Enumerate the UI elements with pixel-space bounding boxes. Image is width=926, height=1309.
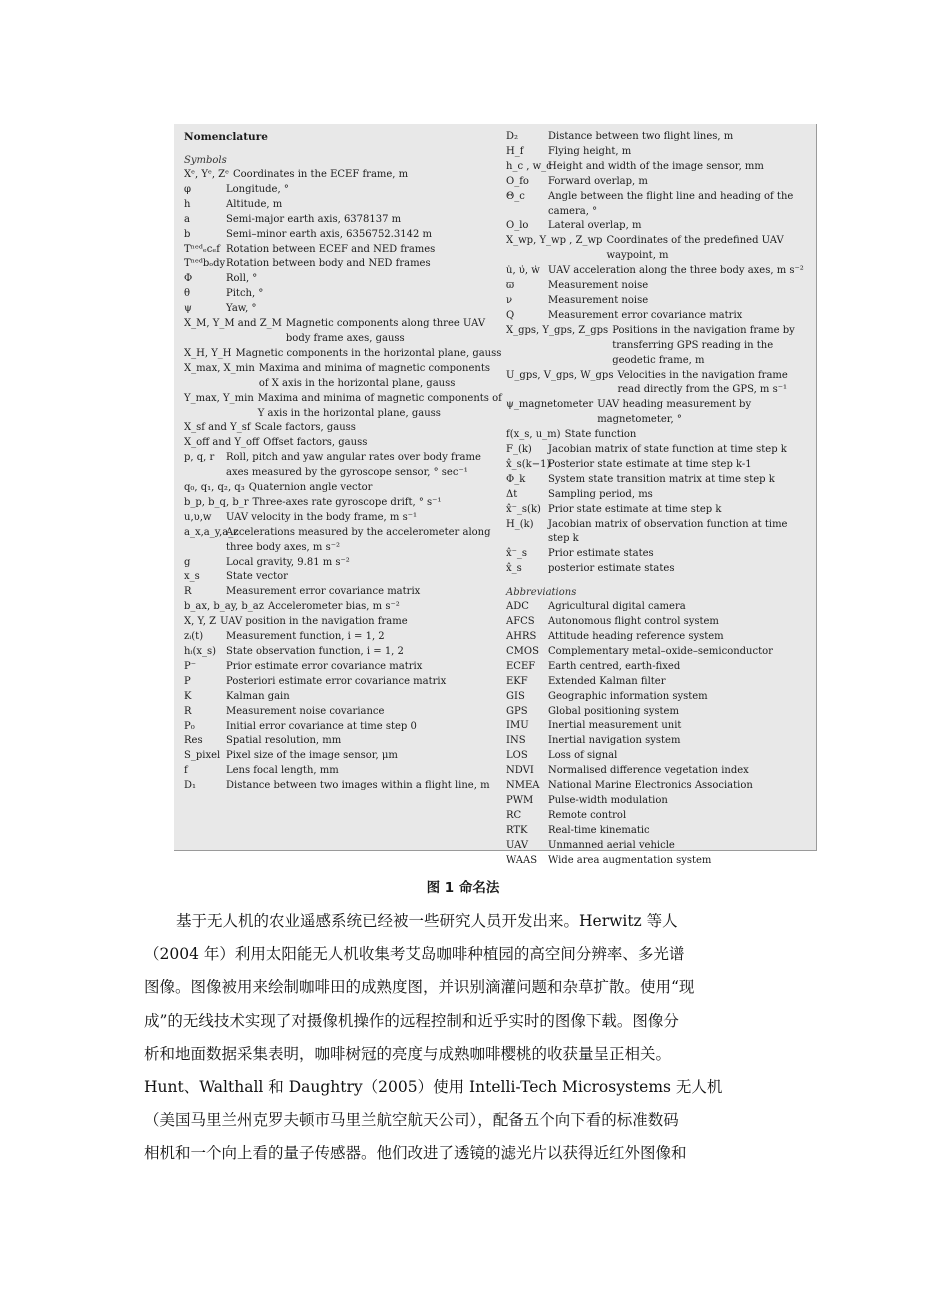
nomenclature-entry: [184, 481, 502, 496]
body-line: 析和地面数据采集表明，咖啡树冠的亮度与成熟咖啡樱桃的收获量呈正相关。: [144, 1044, 672, 1063]
entry-definition: Inertial navigation system: [548, 735, 681, 747]
entry-symbol: LOS: [506, 750, 528, 762]
entry-definition: Maxima and minima of magnetic components of X axis in the horizontal plane, gauss: [258, 362, 490, 389]
nomenclature-entry: [184, 734, 502, 749]
entry-symbol: GPS: [506, 705, 528, 717]
body-line: （美国马里兰州克罗夫顿市马里兰航空航天公司），配备五个向下看的标准数码: [144, 1111, 679, 1130]
body-line: 图像。图像被用来绘制咖啡田的成熟度图，并识别滴灌问题和杂草扩散。使用“现: [144, 978, 695, 997]
nomenclature-entry: [184, 705, 502, 720]
entry-definition: Maxima and minima of magnetic components of Y axis in the horizontal plane, gauss: [257, 392, 502, 419]
entry-definition: Prior state estimate at time step k: [548, 503, 722, 515]
entry-definition: UAV acceleration along the three body axes, m s⁻²: [548, 265, 804, 277]
entry-symbol: Θ_c: [506, 190, 525, 202]
entry-definition: Distance between two flight lines, m: [548, 131, 734, 142]
entry-symbol: Φ_k: [506, 473, 526, 485]
entry-symbol: ADC: [506, 601, 529, 613]
entry-symbol: ψ: [184, 303, 192, 315]
entry-symbol: b: [184, 228, 191, 240]
entry-symbol: NDVI: [506, 765, 534, 777]
nomenclature-entry: [184, 720, 502, 735]
nomenclature-entry: [506, 600, 812, 615]
entry-definition: Local gravity, 9.81 m s⁻²: [226, 556, 350, 568]
entry-symbol: u,υ,w: [184, 511, 212, 523]
entry-definition: Angle between the flight line and heading of the camera, °: [548, 190, 794, 217]
entry-symbol: b_p, b_q, b_r: [184, 496, 249, 508]
body-line: 基于无人机的农业遥感系统已经被一些研究人员开发出来。Herwitz 等人: [176, 912, 678, 930]
entry-symbol: P⁻: [184, 660, 197, 672]
entry-symbol: INS: [506, 735, 526, 747]
entry-symbol: f: [184, 765, 188, 777]
nomenclature-entry: [184, 496, 502, 511]
entry-symbol: NMEA: [506, 780, 540, 792]
entry-symbol: h_c , w_c: [506, 160, 552, 172]
entry-symbol: X, Y, Z: [184, 616, 217, 628]
nomenclature-heading: Nomenclature: [184, 131, 268, 143]
nomenclature-entry: [506, 503, 812, 518]
entry-definition: Unmanned aerial vehicle: [548, 839, 675, 851]
entry-symbol: x_s: [184, 571, 200, 583]
body-line: （2004 年）利用太阳能无人机收集考艾岛咖啡种植园的高空间分辨率、多光谱: [144, 945, 685, 964]
entry-definition: Pitch, °: [226, 288, 264, 300]
body-paragraph: [144, 905, 786, 1171]
nomenclature-entry: [184, 168, 502, 183]
nomenclature-entry: [506, 443, 812, 458]
nomenclature-entry: [184, 287, 502, 302]
nomenclature-entry: [184, 198, 502, 213]
entry-symbol: RC: [506, 809, 522, 821]
entry-symbol: EKF: [506, 675, 528, 687]
nomenclature-entry: [506, 488, 812, 503]
nomenclature-entry: [184, 690, 502, 705]
entry-symbol: WAAS: [506, 854, 538, 866]
nomenclature-entry: [184, 600, 502, 615]
entry-definition: Yaw, °: [226, 303, 257, 315]
nomenclature-entry: [184, 556, 502, 571]
nomenclature-entry: [506, 547, 812, 562]
nomenclature-entry: [184, 749, 502, 764]
entry-definition: Magnetic components in the horizontal plane, gauss: [235, 347, 502, 359]
nomenclature-entry: [184, 436, 502, 451]
nomenclature-entry: [506, 145, 812, 160]
nomenclature-entry: [184, 779, 502, 794]
entry-definition: Measurement noise: [548, 294, 649, 306]
entry-symbol: PWM: [506, 794, 534, 806]
entry-symbol: u̇, υ̇, ẇ: [506, 265, 540, 277]
entry-symbol: Y_max, Y_min: [184, 392, 254, 404]
entry-definition: Autonomous flight control system: [548, 616, 719, 628]
entry-definition: Global positioning system: [548, 705, 679, 717]
nomenclature-entry: [506, 749, 812, 764]
entry-symbol: H_(k): [506, 518, 534, 530]
entry-definition: Posteriori estimate error covariance matrix: [226, 675, 447, 687]
entry-definition: Jacobian matrix of state function at time step k: [548, 444, 787, 456]
entry-definition: Measurement noise covariance: [226, 705, 385, 717]
entry-definition: Real-time kinematic: [548, 824, 650, 836]
nomenclature-entry: [506, 473, 812, 488]
entry-definition: Normalised difference vegetation index: [548, 765, 749, 777]
nomenclature-entry: [506, 458, 812, 473]
entry-symbol: Res: [184, 735, 203, 747]
entry-symbol: GIS: [506, 690, 525, 702]
entry-definition: Quaternion angle vector: [248, 482, 373, 494]
entry-definition: Jacobian matrix of observation function at time step k: [548, 518, 788, 545]
entry-definition: State vector: [226, 571, 288, 583]
entry-definition: Pulse-width modulation: [548, 794, 668, 806]
nomenclature-entry: [506, 809, 812, 824]
entry-definition: Lens focal length, mm: [226, 765, 339, 777]
body-line: Hunt、Walthall 和 Daughtry（2005）使用 Intelli-Tech Microsystems 无人机: [144, 1077, 723, 1096]
nomenclature-entry: [506, 190, 812, 220]
entry-definition: State observation function, i = 1, 2: [226, 646, 404, 657]
entry-definition: Semi-major earth axis, 6378137 m: [226, 213, 402, 225]
entry-symbol: K: [184, 690, 192, 702]
nomenclature-entry: [506, 398, 812, 428]
nomenclature-entry: [506, 219, 812, 234]
entry-definition: UAV heading measurement by magnetometer, °: [597, 399, 752, 426]
entry-symbol: F_(k): [506, 444, 532, 456]
entry-symbol: AHRS: [506, 631, 537, 642]
entry-definition: Flying height, m: [548, 145, 632, 157]
nomenclature-entry: [184, 317, 502, 347]
nomenclature-entry: [506, 779, 812, 794]
entry-symbol: IMU: [506, 720, 529, 732]
nomenclature-entry: [506, 764, 812, 779]
nomenclature-entry: [184, 660, 502, 675]
entry-symbol: P₀: [184, 720, 195, 732]
entry-symbol: P: [184, 675, 191, 687]
nomenclature-entry: [184, 228, 502, 243]
entry-symbol: D₁: [184, 780, 197, 792]
entry-symbol: x̂⁻_s(k): [506, 503, 541, 515]
entry-symbol: Tⁿᵉᵈbₒdy: [184, 258, 226, 270]
entry-definition: Extended Kalman filter: [548, 675, 666, 687]
entry-symbol: AFCS: [506, 616, 535, 628]
nomenclature-entry: [506, 175, 812, 190]
entry-definition: Posterior state estimate at time step k-1: [548, 458, 752, 470]
nomenclature-entry: [506, 160, 812, 175]
entry-definition: Coordinates of the predefined UAV waypoint, m: [606, 235, 784, 262]
entry-definition: Rotation between ECEF and NED frames: [226, 243, 436, 255]
nomenclature-entry: [184, 451, 502, 481]
entry-symbol: a_x,a_y,a_z: [184, 526, 239, 538]
symbols-list-left: [184, 168, 502, 794]
entry-definition: Inertial measurement unit: [548, 720, 682, 732]
nomenclature-entry: [184, 675, 502, 690]
entry-definition: Height and width of the image sensor, mm: [548, 160, 764, 172]
nomenclature-entry: [184, 764, 502, 779]
symbols-list-right: [506, 130, 812, 577]
body-line: 相机和一个向上看的量子传感器。他们改进了透镜的滤光片以获得近红外图像和: [144, 1144, 687, 1163]
entry-symbol: ψ_magnetometer: [506, 399, 594, 411]
entry-definition: Spatial resolution, mm: [226, 735, 342, 747]
nomenclature-entry: [184, 257, 502, 272]
abbreviations-list: [506, 600, 812, 868]
entry-definition: Geographic information system: [548, 690, 708, 702]
entry-symbol: q₀, q₁, q₂, q₃: [184, 482, 245, 494]
entry-definition: Longitude, °: [226, 183, 289, 195]
entry-definition: Accelerations measured by the accelerometer along three body axes, m s⁻²: [226, 526, 491, 553]
entry-symbol: φ: [184, 183, 192, 195]
entry-symbol: ν: [506, 294, 513, 306]
nomenclature-entry: [506, 645, 812, 660]
symbols-subheading: Symbols: [184, 155, 227, 166]
nomenclature-entry: [184, 183, 502, 198]
entry-definition: Measurement function, i = 1, 2: [226, 631, 385, 643]
entry-symbol: X_max, X_min: [184, 362, 255, 374]
nomenclature-entry: [506, 705, 812, 720]
nomenclature-entry: [184, 630, 502, 645]
entry-definition: posterior estimate states: [548, 563, 675, 575]
entry-symbol: S_pixel: [184, 750, 221, 762]
entry-definition: UAV velocity in the body frame, m s⁻¹: [226, 511, 417, 523]
entry-symbol: Φ: [184, 273, 193, 285]
entry-symbol: D₂: [506, 131, 519, 142]
entry-symbol: Q: [506, 309, 515, 321]
entry-definition: Magnetic components along three UAV body frame axes, gauss: [285, 318, 486, 344]
entry-definition: State function: [564, 429, 637, 441]
entry-definition: Prior estimate error covariance matrix: [226, 660, 423, 672]
entry-symbol: hᵢ(x_s): [184, 646, 217, 657]
nomenclature-entry: [184, 421, 502, 436]
entry-definition: Roll, °: [226, 273, 258, 285]
entry-definition: Measurement noise: [548, 280, 649, 292]
nomenclature-entry: [506, 428, 812, 443]
entry-definition: Measurement error covariance matrix: [226, 586, 421, 598]
entry-symbol: R: [184, 705, 192, 717]
entry-symbol: ϖ: [506, 280, 515, 292]
entry-definition: System state transition matrix at time step k: [548, 473, 775, 485]
entry-definition: Kalman gain: [226, 690, 290, 702]
entry-definition: Agricultural digital camera: [548, 601, 686, 613]
nomenclature-entry: [506, 719, 812, 734]
entry-symbol: X_wp, Y_wp , Z_wp: [506, 235, 603, 247]
nomenclature-entry: [506, 518, 812, 548]
entry-definition: Sampling period, ms: [548, 488, 653, 500]
nomenclature-entry: [506, 369, 812, 399]
entry-symbol: X_sf and Y_sf: [184, 422, 251, 434]
nomenclature-entry: [184, 272, 502, 287]
entry-definition: Remote control: [548, 809, 627, 821]
abbreviations-subheading: Abbreviations: [506, 587, 577, 599]
entry-symbol: X_off and Y_off: [184, 437, 260, 449]
entry-definition: Earth centred, earth-fixed: [548, 660, 681, 672]
entry-symbol: h: [184, 198, 191, 210]
entry-symbol: Xᵉ, Yᵉ, Zᵉ: [184, 169, 229, 180]
figure-caption: 图 1 命名法: [426, 880, 500, 896]
entry-symbol: x̂_s(k−1): [506, 458, 551, 470]
entry-definition: National Marine Electronics Association: [548, 780, 753, 792]
nomenclature-entry: [184, 570, 502, 585]
entry-definition: Complementary metal–oxide–semiconductor: [548, 645, 773, 657]
entry-definition: Altitude, m: [226, 198, 283, 210]
nomenclature-entry: [506, 675, 812, 690]
entry-symbol: g: [184, 556, 191, 568]
nomenclature-entry: [506, 854, 812, 869]
nomenclature-entry: [506, 130, 812, 145]
nomenclature-right-column: [506, 130, 812, 869]
nomenclature-entry: [506, 824, 812, 839]
nomenclature-entry: [506, 279, 812, 294]
nomenclature-entry: [184, 302, 502, 317]
entry-symbol: x̂⁻_s: [506, 548, 528, 560]
entry-definition: Velocities in the navigation frame read directly from the GPS, m s⁻¹: [617, 369, 788, 396]
entry-symbol: X_gps, Y_gps, Z_gps: [506, 324, 609, 336]
entry-symbol: Δt: [506, 488, 518, 500]
entry-symbol: θ: [184, 288, 191, 300]
body-line: 成”的无线技术实现了对摄像机操作的远程控制和近乎实时的图像下载。图像分: [144, 1011, 679, 1030]
entry-definition: Accelerometer bias, m s⁻²: [268, 601, 400, 613]
entry-definition: Offset factors, gauss: [263, 437, 368, 449]
entry-symbol: X_M, Y_M and Z_M: [184, 318, 282, 330]
entry-definition: Semi–minor earth axis, 6356752.3142 m: [226, 228, 432, 240]
entry-definition: Pixel size of the image sensor, μm: [226, 750, 398, 762]
nomenclature-figure: [174, 124, 817, 866]
entry-symbol: X_H, Y_H: [184, 347, 232, 359]
nomenclature-entry: [506, 294, 812, 309]
nomenclature-entry: [184, 362, 502, 392]
entry-definition: Initial error covariance at time step 0: [226, 720, 417, 732]
entry-symbol: p, q, r: [184, 452, 215, 464]
entry-symbol: x̂_s: [506, 563, 522, 575]
nomenclature-entry: [506, 734, 812, 749]
nomenclature-entry: [506, 794, 812, 809]
entry-symbol: H_f: [506, 145, 524, 157]
nomenclature-entry: [506, 839, 812, 854]
entry-definition: UAV position in the navigation frame: [220, 616, 408, 628]
entry-definition: Rotation between body and NED frames: [226, 258, 431, 270]
nomenclature-entry: [184, 347, 502, 362]
nomenclature-entry: [506, 690, 812, 705]
entry-symbol: CMOS: [506, 645, 539, 657]
entry-symbol: R: [184, 586, 192, 598]
nomenclature-entry: [184, 392, 502, 422]
entry-definition: Loss of signal: [548, 750, 618, 762]
entry-definition: Lateral overlap, m: [548, 220, 642, 232]
nomenclature-entry: [506, 660, 812, 675]
nomenclature-entry: [184, 645, 502, 660]
nomenclature-entry: [506, 562, 812, 577]
nomenclature-entry: [506, 615, 812, 630]
entry-symbol: UAV: [506, 839, 529, 851]
entry-definition: Roll, pitch and yaw angular rates over body frame axes measured by the gyroscope sensor, ° sec⁻¹: [226, 452, 481, 479]
entry-symbol: RTK: [506, 824, 528, 836]
entry-symbol: zᵢ(t): [184, 631, 204, 643]
entry-definition: Attitude heading reference system: [548, 631, 724, 642]
entry-symbol: b_ax, b_ay, b_az: [184, 601, 265, 613]
nomenclature-entry: [184, 243, 502, 258]
entry-definition: Three-axes rate gyroscope drift, ° s⁻¹: [252, 496, 442, 508]
entry-symbol: O_fo: [506, 175, 529, 187]
entry-definition: Scale factors, gauss: [254, 422, 356, 434]
entry-symbol: U_gps, V_gps, W_gps: [506, 369, 614, 381]
nomenclature-entry: [506, 264, 812, 279]
nomenclature-entry: [184, 213, 502, 228]
nomenclature-entry: [184, 585, 502, 600]
entry-definition: Wide area augmentation system: [548, 854, 712, 866]
entry-symbol: Tⁿᵉᵈₑcₑf: [184, 243, 220, 255]
entry-symbol: O_lo: [506, 220, 529, 232]
nomenclature-entry: [184, 526, 502, 556]
entry-symbol: ECEF: [506, 660, 536, 672]
entry-definition: Measurement error covariance matrix: [548, 309, 743, 321]
nomenclature-left-column: [184, 130, 502, 794]
nomenclature-entry: [506, 234, 812, 264]
entry-symbol: f(x_s, u_m): [506, 429, 561, 441]
entry-definition: Distance between two images within a flight line, m: [226, 780, 490, 792]
entry-definition: Coordinates in the ECEF frame, m: [233, 169, 409, 180]
entry-symbol: a: [184, 213, 190, 225]
nomenclature-entry: [506, 324, 812, 369]
nomenclature-entry: [506, 630, 812, 645]
nomenclature-entry: [184, 615, 502, 630]
entry-definition: Prior estimate states: [548, 548, 654, 560]
entry-definition: Positions in the navigation frame by transferring GPS reading in the geodetic frame, m: [612, 324, 795, 366]
entry-definition: Forward overlap, m: [548, 175, 648, 187]
nomenclature-entry: [506, 309, 812, 324]
nomenclature-entry: [184, 511, 502, 526]
